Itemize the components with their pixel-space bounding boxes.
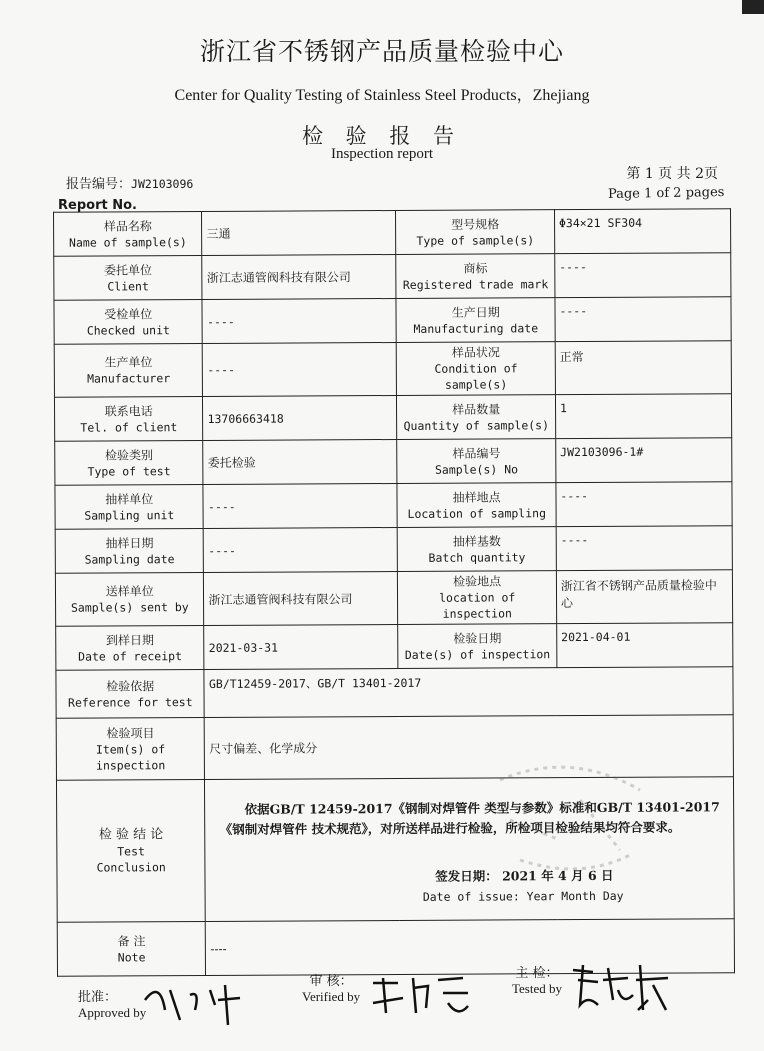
report-number-label-en: Report No. — [58, 198, 137, 213]
label-en: Tel. of client — [80, 419, 178, 435]
label-cn: 样品数量 — [452, 401, 501, 417]
org-title-en: Center for Quality Testing of Stainless Steel Products，Zhejiang — [174, 87, 590, 104]
field-value: JW2103096-1# — [556, 438, 732, 483]
table-row — [54, 209, 731, 257]
label-en: Quantity of sample(s) — [403, 417, 550, 433]
label-cn: 生产单位 — [104, 355, 153, 370]
field-value: 三通 — [202, 210, 396, 255]
field-value: 1 — [555, 394, 731, 439]
field-value: ---- — [556, 482, 732, 527]
table-row — [54, 297, 731, 345]
table-row — [56, 623, 733, 671]
conclusion-cell — [205, 777, 734, 922]
issue-date-cn: 签发日期： 2021 年 4 月 6 日 — [435, 867, 614, 884]
org-title-cn: 浙江省不锈钢产品质量检验中心 — [199, 37, 564, 66]
field-label — [55, 528, 204, 573]
label-cn: 商标 — [463, 261, 488, 276]
field-value: ---- — [555, 297, 731, 342]
label-cn: 委托单位 — [103, 262, 153, 278]
label-cn: 检 验 结 论 — [98, 826, 164, 843]
field-value: 委托检验 — [203, 439, 397, 484]
label-en: location of inspection — [439, 590, 516, 621]
label-cn: 抽样基数 — [452, 533, 501, 549]
verified-by — [302, 970, 360, 1005]
label-en: Sampling date — [84, 551, 175, 567]
note-value: ---- — [206, 919, 735, 976]
label-cn: 检验项目 — [106, 725, 155, 741]
label-en: Type of sample(s) — [416, 232, 535, 248]
field-label — [398, 571, 557, 625]
report-title-cn: 检 验 报 告 — [301, 124, 463, 148]
label-cn: 检验日期 — [453, 630, 502, 646]
label-en: Date of receipt — [78, 648, 183, 664]
label-cn: 样品编号 — [452, 445, 501, 461]
report-number-label: 报告编号： — [66, 177, 132, 192]
reference-value: GB/T12459-2017、GB/T 13401-2017 — [204, 667, 733, 718]
approver-signature — [140, 970, 250, 1030]
tested-by — [512, 962, 562, 997]
label-cn: 检验依据 — [106, 678, 155, 694]
label-en: Conclusion — [96, 859, 166, 875]
label-en: Condition of sample(s) — [434, 361, 518, 392]
verified-label-cn: 审 核： — [309, 974, 353, 989]
seal-stamp — [480, 760, 650, 880]
field-value: ---- — [555, 253, 731, 298]
issue-date-en: Date of issue: Year Month Day — [422, 888, 624, 904]
table-row-reference — [56, 667, 733, 719]
label-cn: 到样日期 — [105, 632, 155, 648]
field-label — [54, 396, 203, 441]
label-en: Checked unit — [86, 322, 170, 338]
field-label — [56, 625, 205, 670]
field-value: ---- — [204, 527, 398, 572]
report-title-en: Inspection report — [330, 146, 434, 162]
field-value: 2021-04-01 — [557, 623, 733, 668]
table-row — [54, 394, 731, 442]
table-row — [54, 341, 731, 398]
label-en: Name of sample(s) — [68, 234, 187, 250]
field-label — [398, 527, 557, 572]
field-value: 浙江志通管阀科技有限公司 — [204, 571, 398, 625]
label-en: Type of test — [87, 463, 171, 479]
tester-signature — [568, 960, 678, 1015]
label-cn: 样品状况 — [451, 345, 500, 360]
table-row — [55, 526, 732, 574]
label-en: Sample(s) No — [434, 461, 519, 477]
label-en: Sampling unit — [84, 507, 175, 523]
field-label — [55, 440, 204, 485]
field-label — [54, 255, 203, 300]
tested-label-en: Tested by — [512, 981, 562, 996]
items-value: 尺寸偏差、化学成分 — [205, 715, 734, 780]
label-cn: 受检单位 — [104, 306, 153, 322]
label-cn: 抽样日期 — [105, 535, 154, 551]
field-label — [397, 342, 556, 396]
field-value: 正常 — [555, 341, 731, 395]
field-label — [398, 624, 557, 669]
label-cn: 联系电话 — [104, 403, 153, 419]
reference-label — [56, 669, 205, 718]
field-value: ---- — [203, 483, 397, 528]
label-en: Test — [117, 843, 145, 858]
table-row — [54, 253, 731, 301]
field-label — [397, 395, 556, 440]
field-label — [54, 212, 203, 257]
verified-label-en: Verified by — [302, 989, 361, 1004]
signature-area — [0, 960, 764, 1040]
label-cn: 检验地点 — [453, 574, 502, 589]
field-value: 浙江省不锈钢产品质量检验中心 — [556, 570, 732, 624]
report-number — [66, 173, 193, 192]
label-en: Manufacturing date — [413, 320, 539, 336]
label-en: Sample(s) sent by — [70, 600, 189, 615]
label-en: Manufacturer — [87, 371, 171, 386]
page-indicator-en: Page 1 of 2 pages — [607, 184, 725, 203]
label-cn: 抽样单位 — [105, 491, 154, 507]
field-value: 13706663418 — [203, 395, 397, 440]
field-label — [55, 572, 204, 626]
label-cn: 备 注 — [117, 933, 146, 948]
field-label — [396, 210, 555, 255]
table-row — [55, 438, 732, 486]
label-en: Location of sampling — [407, 505, 547, 521]
field-value: ---- — [203, 342, 397, 396]
conclusion-label — [56, 779, 205, 922]
field-label — [54, 299, 203, 344]
scan-corner-mark — [742, 0, 764, 14]
page-indicator-cn: 第 1 页 共 2页 — [626, 166, 718, 182]
label-en: Registered trade mark — [402, 276, 549, 292]
label-cn: 样品名称 — [103, 218, 152, 234]
label-cn: 送样单位 — [105, 584, 154, 599]
label-cn: 抽样地点 — [452, 489, 501, 505]
field-label — [396, 298, 555, 343]
field-value: Φ34×21 SF304 — [554, 209, 730, 254]
field-value: ---- — [556, 526, 732, 571]
label-cn: 型号规格 — [451, 216, 500, 232]
table-row — [55, 482, 732, 530]
field-label — [397, 439, 556, 484]
label-en: Batch quantity — [428, 549, 526, 565]
approved-label-cn: 批准： — [78, 990, 118, 1005]
label-en: Item(s) of inspection — [95, 741, 166, 773]
field-label — [54, 343, 203, 397]
table-row — [55, 570, 732, 627]
label-cn: 生产日期 — [451, 304, 500, 320]
label-en: Note — [117, 949, 146, 964]
label-en: Reference for test — [67, 694, 193, 710]
conclusion-text: 依据GB/T 12459-2017《钢制对焊管件 类型与参数》标准和GB/T 13401-2017《钢制对焊管件 技术规范》，对所送样品进行检验，所检项目检验结果均符合要求。 — [219, 798, 720, 837]
label-cn: 检验类别 — [104, 447, 154, 463]
approved-label-en: Approved by — [78, 1005, 147, 1020]
label-en: Client — [107, 278, 149, 293]
report-number-value: JW2103096 — [131, 177, 194, 191]
label-en: Date(s) of inspection — [404, 646, 551, 662]
items-label — [56, 717, 205, 780]
verifier-signature — [368, 968, 478, 1023]
field-label — [55, 484, 204, 529]
field-value: ---- — [202, 298, 396, 343]
field-value: 2021-03-31 — [204, 624, 398, 669]
field-label — [397, 483, 556, 528]
tested-label-cn: 主 检： — [515, 966, 559, 981]
field-value: 浙江志通管阀科技有限公司 — [202, 254, 396, 299]
approved-by — [78, 986, 146, 1021]
field-label — [396, 254, 555, 299]
